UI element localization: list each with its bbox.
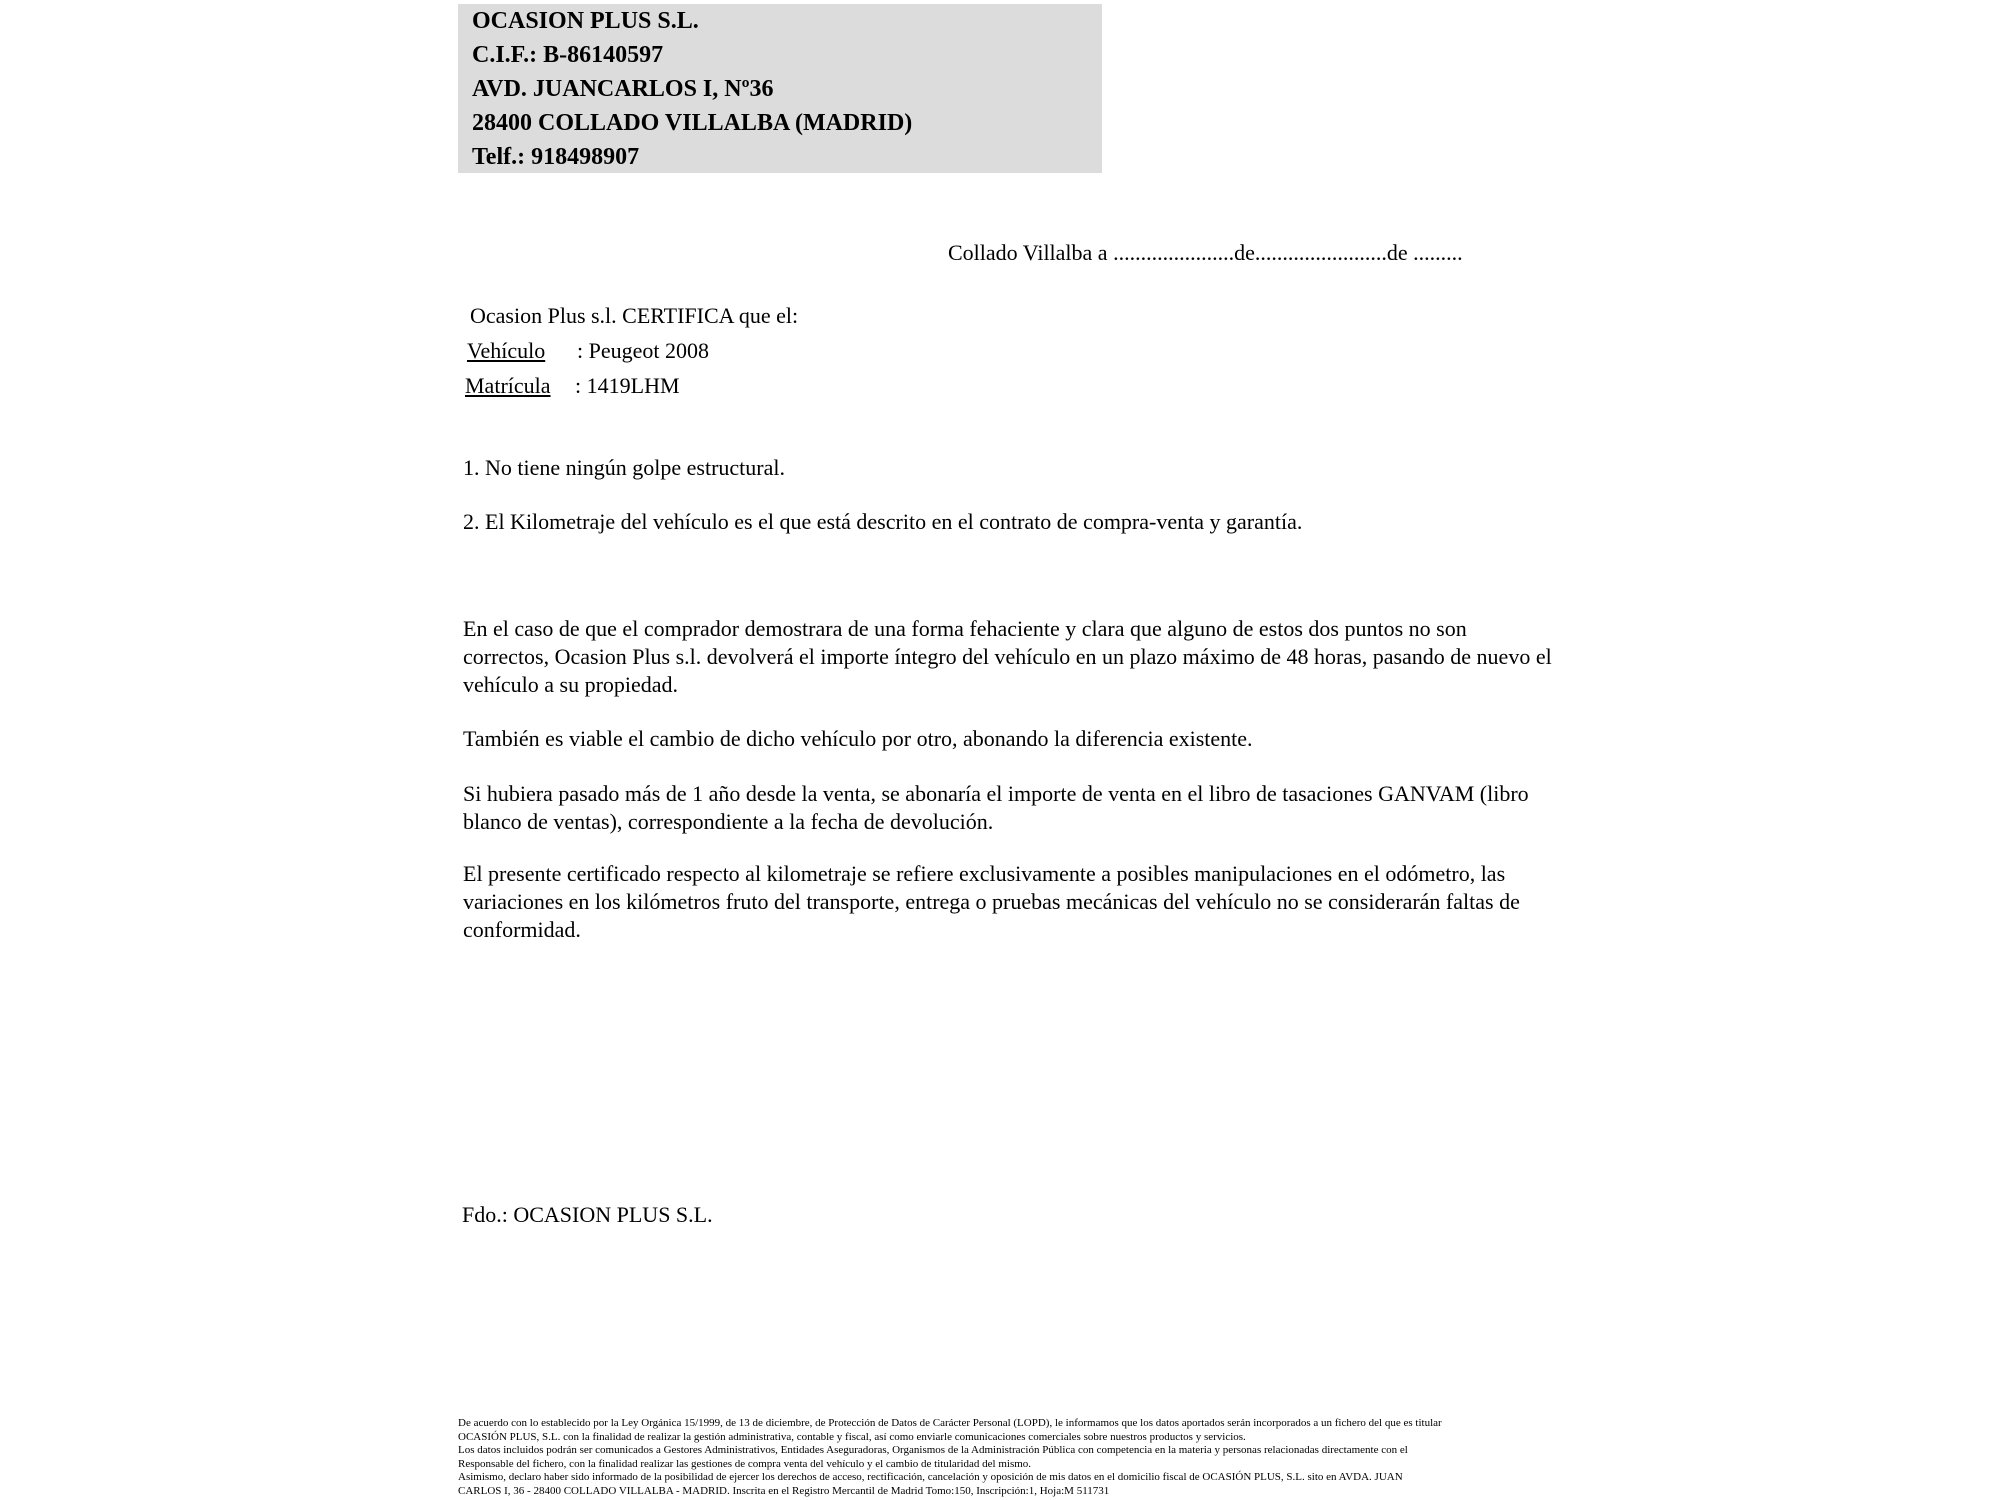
- plate-value: 1419LHM: [586, 373, 680, 398]
- legal-line: OCASIÓN PLUS, S.L. con la finalidad de realizar la gestión administrativa, contable y fiscal, así como enviarle comunicaciones comerciales sobre nuestros productos y servicios.: [458, 1430, 1246, 1443]
- legal-line: Responsable del fichero, con la finalidad realizar las gestiones de compra venta del vehículo y el cambio de titularidad del mismo.: [458, 1457, 1032, 1470]
- company-city: 28400 COLLADO VILLALBA (MADRID): [472, 109, 913, 136]
- certificate-point-2: 2. El Kilometraje del vehículo es el que está descrito en el contrato de compra-venta y garantía.: [463, 509, 1303, 534]
- vehicle-value: Peugeot 2008: [588, 338, 710, 363]
- certifies-line: Ocasion Plus s.l. CERTIFICA que el:: [470, 303, 799, 328]
- plate-label: Matrícula: [465, 373, 551, 398]
- date-line: Collado Villalba a ......................de........................de .........: [948, 240, 1463, 265]
- legal-line: Asimismo, declaro haber sido informado de la posibilidad de ejercer los derechos de acceso, rectificación, cancelación y oposición de mis datos en el domicilio fiscal de OCASIÓN PLUS, S.L. sito en AVDA. JUAN: [458, 1471, 1403, 1483]
- paragraph-exchange-option: También es viable el cambio de dicho vehículo por otro, abonando la diferencia existente.: [463, 726, 1253, 751]
- legal-line: CARLOS I, 36 - 28400 COLLADO VILLALBA - MADRID. Inscrita en el Registro Mercantil de Madrid Tomo:150, Inscripción:1, Hoja:M 511731: [458, 1484, 1110, 1497]
- signature-line: Fdo.: OCASION PLUS S.L.: [462, 1202, 713, 1227]
- vehicle-label: Vehículo: [467, 338, 546, 363]
- company-address: AVD. JUANCARLOS I, Nº36: [472, 75, 774, 102]
- company-cif: C.I.F.: B-86140597: [472, 41, 664, 68]
- legal-line: De acuerdo con lo establecido por la Ley Orgánica 15/1999, de 13 de diciembre, de Protección de Datos de Carácter Personal (LOPD), le informamos que los datos aportados serán incorporados a un fichero del que es titular: [458, 1417, 1442, 1429]
- company-phone: Telf.: 918498907: [472, 143, 640, 170]
- certificate-point-1: 1. No tiene ningún golpe estructural.: [463, 455, 785, 480]
- vehicle-separator: :: [577, 338, 584, 363]
- paragraph-refund-terms: En el caso de que el comprador demostrara de una forma fehaciente y clara que alguno de estos dos puntos no son correctos, Ocasion Plus s.l. devolverá el importe íntegro del vehículo en un plazo máximo de 48 horas, pasando de nuevo el vehículo a su propiedad.: [463, 616, 1552, 697]
- paragraph-odometer-disclaimer: El presente certificado respecto al kilometraje se refiere exclusivamente a posibles manipulaciones en el odómetro, las variaciones en los kilómetros fruto del transporte, entrega o pruebas mecánicas del vehículo no se considerarán faltas de conformidad.: [463, 861, 1520, 942]
- vehicle-row: [467, 338, 709, 364]
- plate-separator: :: [575, 373, 582, 398]
- company-letterhead-box: [458, 4, 1102, 173]
- legal-notice: [458, 1417, 1442, 1498]
- plate-row: [465, 373, 680, 399]
- paragraph-ganvam-valuation: Si hubiera pasado más de 1 año desde la venta, se abonaría el importe de venta en el libro de tasaciones GANVAM (libro blanco de ventas), correspondiente a la fecha de devolución.: [463, 781, 1529, 834]
- company-name: OCASION PLUS S.L.: [472, 7, 699, 34]
- legal-line: Los datos incluidos podrán ser comunicados a Gestores Administrativos, Entidades Aseguradoras, Organismos de la Administración Pública con competencia en la materia y personas relacionadas directamente con el: [458, 1444, 1408, 1456]
